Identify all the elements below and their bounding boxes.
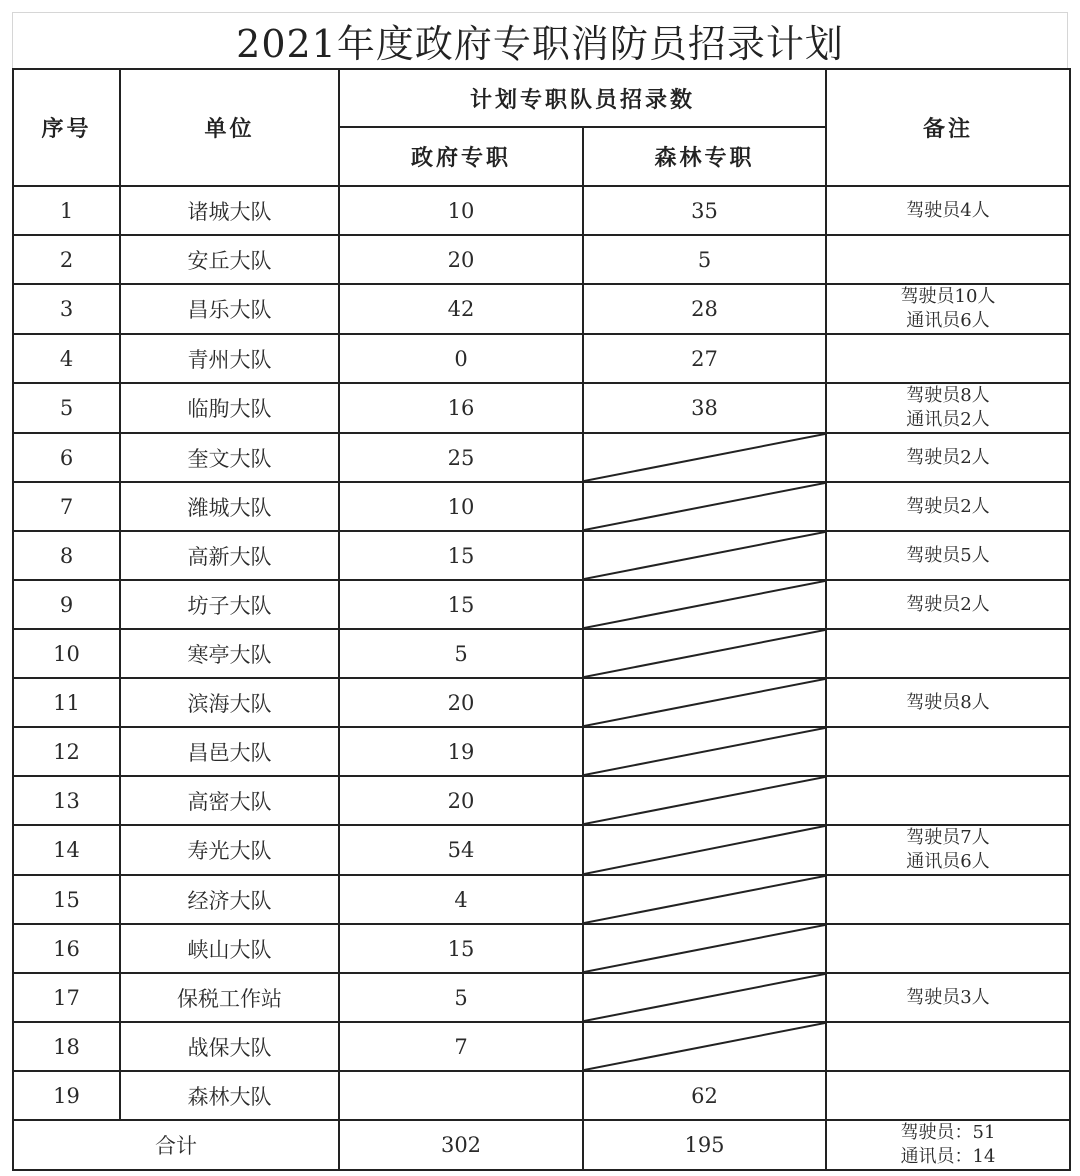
note-line-2: 通讯员6人 xyxy=(906,851,990,872)
cell-note xyxy=(826,531,1070,580)
table-row xyxy=(13,482,1070,531)
cell-unit: 临朐大队 xyxy=(120,383,339,433)
cell-unit: 奎文大队 xyxy=(120,433,339,482)
cell-note xyxy=(826,433,1070,482)
cell-forest: 27 xyxy=(583,334,826,383)
cell-note xyxy=(826,875,1070,924)
cell-note xyxy=(826,235,1070,284)
table-row xyxy=(13,235,1070,284)
diagonal-slash xyxy=(584,777,825,824)
cell-unit: 滨海大队 xyxy=(120,678,339,727)
cell-seq: 9 xyxy=(13,580,120,629)
cell-forest-slashed xyxy=(583,531,826,580)
cell-unit: 坊子大队 xyxy=(120,580,339,629)
table-row xyxy=(13,1022,1070,1071)
total-note xyxy=(826,1120,1070,1170)
cell-unit: 保税工作站 xyxy=(120,973,339,1022)
cell-unit: 高新大队 xyxy=(120,531,339,580)
table-row xyxy=(13,727,1070,776)
cell-forest-slashed xyxy=(583,924,826,973)
cell-unit: 潍城大队 xyxy=(120,482,339,531)
cell-note xyxy=(826,580,1070,629)
cell-seq: 13 xyxy=(13,776,120,825)
cell-forest-slashed xyxy=(583,678,826,727)
header-gov: 政府专职 xyxy=(339,127,583,186)
diagonal-slash xyxy=(584,876,825,923)
table-row xyxy=(13,1071,1070,1120)
table-row xyxy=(13,433,1070,482)
cell-seq: 18 xyxy=(13,1022,120,1071)
cell-unit: 昌乐大队 xyxy=(120,284,339,334)
cell-seq: 12 xyxy=(13,727,120,776)
diagonal-slash xyxy=(584,581,825,628)
cell-seq: 3 xyxy=(13,284,120,334)
cell-gov: 25 xyxy=(339,433,583,482)
table-row xyxy=(13,678,1070,727)
cell-seq: 7 xyxy=(13,482,120,531)
cell-unit: 经济大队 xyxy=(120,875,339,924)
recruitment-plan-table xyxy=(12,68,1071,1171)
table-row xyxy=(13,580,1070,629)
total-note-drivers: 驾驶员：51 xyxy=(900,1122,996,1143)
diagonal-slash xyxy=(584,434,825,481)
cell-note xyxy=(826,1071,1070,1120)
cell-gov xyxy=(339,1071,583,1120)
cell-seq: 5 xyxy=(13,383,120,433)
diagonal-slash xyxy=(584,974,825,1021)
cell-note xyxy=(826,186,1070,235)
cell-note xyxy=(826,1022,1070,1071)
cell-gov: 20 xyxy=(339,235,583,284)
note-line-2: 通讯员2人 xyxy=(906,409,990,430)
header-seq: 序号 xyxy=(13,69,120,186)
cell-gov: 19 xyxy=(339,727,583,776)
cell-note xyxy=(826,629,1070,678)
header-plan-group: 计划专职队员招录数 xyxy=(339,69,826,127)
cell-unit: 高密大队 xyxy=(120,776,339,825)
note-line-1: 驾驶员8人 xyxy=(906,385,990,406)
cell-forest-slashed xyxy=(583,1022,826,1071)
header-unit: 单位 xyxy=(120,69,339,186)
note-line-1: 驾驶员7人 xyxy=(906,827,990,848)
note-line-1: 驾驶员3人 xyxy=(906,986,990,1008)
diagonal-slash xyxy=(584,925,825,972)
cell-gov: 20 xyxy=(339,678,583,727)
table-row xyxy=(13,629,1070,678)
cell-gov: 4 xyxy=(339,875,583,924)
cell-forest-slashed xyxy=(583,727,826,776)
cell-note xyxy=(826,334,1070,383)
table-body xyxy=(13,186,1070,1120)
cell-seq: 8 xyxy=(13,531,120,580)
diagonal-slash xyxy=(584,1023,825,1070)
total-row xyxy=(13,1120,1070,1170)
cell-gov: 16 xyxy=(339,383,583,433)
cell-seq: 14 xyxy=(13,825,120,875)
cell-seq: 6 xyxy=(13,433,120,482)
cell-gov: 54 xyxy=(339,825,583,875)
total-note-communicators: 通讯员：14 xyxy=(900,1146,996,1167)
table-row xyxy=(13,973,1070,1022)
title-bar xyxy=(12,12,1068,68)
cell-note xyxy=(826,776,1070,825)
cell-forest-slashed xyxy=(583,433,826,482)
cell-seq: 19 xyxy=(13,1071,120,1120)
cell-forest-slashed xyxy=(583,973,826,1022)
cell-note xyxy=(826,727,1070,776)
cell-gov: 5 xyxy=(339,973,583,1022)
diagonal-slash xyxy=(584,679,825,726)
note-line-1: 驾驶员2人 xyxy=(906,593,990,615)
cell-note xyxy=(826,383,1070,433)
cell-note xyxy=(826,825,1070,875)
table-row xyxy=(13,531,1070,580)
cell-note xyxy=(826,482,1070,531)
diagonal-slash xyxy=(584,826,825,874)
cell-unit: 青州大队 xyxy=(120,334,339,383)
cell-seq: 10 xyxy=(13,629,120,678)
cell-unit: 安丘大队 xyxy=(120,235,339,284)
diagonal-slash xyxy=(584,630,825,677)
total-forest: 195 xyxy=(583,1120,826,1170)
note-line-2: 通讯员6人 xyxy=(906,310,990,331)
cell-seq: 16 xyxy=(13,924,120,973)
cell-forest: 38 xyxy=(583,383,826,433)
total-gov: 302 xyxy=(339,1120,583,1170)
cell-forest-slashed xyxy=(583,825,826,875)
cell-forest-slashed xyxy=(583,776,826,825)
cell-note xyxy=(826,973,1070,1022)
table-row xyxy=(13,875,1070,924)
cell-gov: 7 xyxy=(339,1022,583,1071)
table-row xyxy=(13,284,1070,334)
cell-gov: 42 xyxy=(339,284,583,334)
cell-forest: 35 xyxy=(583,186,826,235)
table-row xyxy=(13,186,1070,235)
cell-forest-slashed xyxy=(583,629,826,678)
cell-gov: 15 xyxy=(339,924,583,973)
cell-unit: 战保大队 xyxy=(120,1022,339,1071)
diagonal-slash xyxy=(584,483,825,530)
cell-seq: 2 xyxy=(13,235,120,284)
cell-unit: 峡山大队 xyxy=(120,924,339,973)
cell-forest: 5 xyxy=(583,235,826,284)
table-row xyxy=(13,924,1070,973)
cell-unit: 昌邑大队 xyxy=(120,727,339,776)
table-row xyxy=(13,776,1070,825)
cell-gov: 15 xyxy=(339,531,583,580)
note-line-1: 驾驶员4人 xyxy=(906,199,990,221)
cell-gov: 10 xyxy=(339,482,583,531)
note-line-1: 驾驶员8人 xyxy=(906,691,990,713)
header-note: 备注 xyxy=(826,69,1070,186)
cell-forest-slashed xyxy=(583,580,826,629)
cell-gov: 10 xyxy=(339,186,583,235)
cell-note xyxy=(826,284,1070,334)
cell-note xyxy=(826,924,1070,973)
cell-seq: 4 xyxy=(13,334,120,383)
cell-forest-slashed xyxy=(583,875,826,924)
cell-unit: 寿光大队 xyxy=(120,825,339,875)
cell-unit: 森林大队 xyxy=(120,1071,339,1120)
cell-gov: 20 xyxy=(339,776,583,825)
cell-seq: 11 xyxy=(13,678,120,727)
header-forest: 森林专职 xyxy=(583,127,826,186)
cell-seq: 1 xyxy=(13,186,120,235)
cell-gov: 5 xyxy=(339,629,583,678)
cell-forest: 28 xyxy=(583,284,826,334)
cell-forest-slashed xyxy=(583,482,826,531)
note-line-1: 驾驶员5人 xyxy=(906,544,990,566)
cell-note xyxy=(826,678,1070,727)
note-line-1: 驾驶员2人 xyxy=(906,446,990,468)
cell-unit: 寒亭大队 xyxy=(120,629,339,678)
total-label: 合计 xyxy=(13,1120,339,1170)
cell-gov: 0 xyxy=(339,334,583,383)
table-row xyxy=(13,383,1070,433)
cell-gov: 15 xyxy=(339,580,583,629)
diagonal-slash xyxy=(584,728,825,775)
cell-seq: 15 xyxy=(13,875,120,924)
cell-forest: 62 xyxy=(583,1071,826,1120)
cell-seq: 17 xyxy=(13,973,120,1022)
diagonal-slash xyxy=(584,532,825,579)
table-row xyxy=(13,334,1070,383)
note-line-1: 驾驶员2人 xyxy=(906,495,990,517)
table-row xyxy=(13,825,1070,875)
cell-unit: 诸城大队 xyxy=(120,186,339,235)
note-line-1: 驾驶员10人 xyxy=(900,286,996,307)
page-title: 2021年度政府专职消防员招录计划 xyxy=(236,22,844,66)
